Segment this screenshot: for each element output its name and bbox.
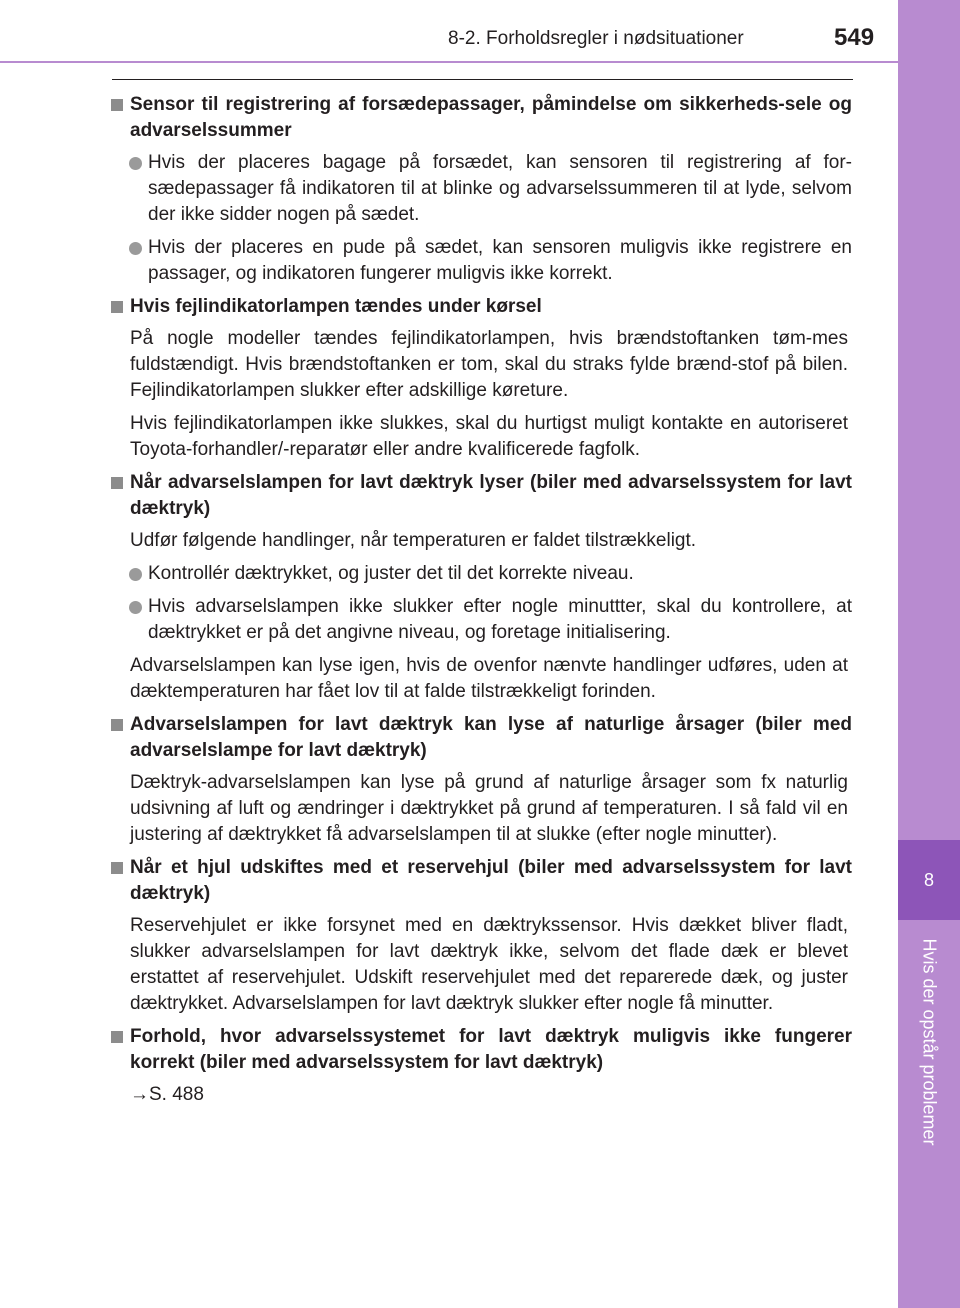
- bullet-item: [110, 235, 852, 287]
- square-bullet-icon: [111, 1031, 123, 1043]
- section-heading: [110, 92, 852, 144]
- bullet-text: Hvis der placeres en pude på sædet, kan sensoren muligvis ikke registrere en passager, og indikatoren fungerer muligvis ikke korrekt.: [148, 237, 852, 284]
- chapter-number: 8: [923, 869, 934, 890]
- section-heading: [110, 470, 852, 522]
- section-heading: [110, 855, 852, 907]
- page-reference-link[interactable]: →S. 488: [130, 1084, 204, 1105]
- section-heading-text: Når advarselslampen for lavt dæktryk lyser (biler med advarselssystem for lavt dæktryk): [130, 472, 852, 519]
- page-number: 549: [834, 24, 875, 51]
- header-section-title: 8-2. Forholdsregler i nødsituationer: [448, 28, 744, 49]
- section-heading-text: Forhold, hvor advarselssystemet for lavt dæktryk muligvis ikke fungerer korrekt (biler med advarselssystem for lavt dæktryk): [130, 1026, 852, 1073]
- bullet-text: Hvis der placeres bagage på forsædet, kan sensoren til registrering af for-sædepassager få indikatoren til at blinke og advarselssummeren til at lyde, selvom der ikke sidder nogen på sædet.: [148, 152, 852, 225]
- section-heading: [110, 294, 852, 320]
- square-bullet-icon: [111, 477, 123, 489]
- paragraph: Dæktryk-advarselslampen kan lyse på grund af naturlige årsager som fx naturlig udsivning af luft og ændringer i dæktrykket på grund af temperaturen. I så fald vil en justering af dæktrykket få advarselslampen til at slukke (efter nogle minutter).: [130, 772, 848, 845]
- circle-bullet-icon: [129, 242, 142, 255]
- bullet-text: Kontrollér dæktrykket, og juster det til det korrekte niveau.: [148, 563, 634, 584]
- paragraph: På nogle modeller tændes fejlindikatorlampen, hvis brændstoftanken tøm-mes fuldstændigt. Hvis brændstoftanken er tom, skal du straks fylde brænd-stof på bilen. Fejlindikatorlampen slukker efter adskillige køreture.: [130, 328, 848, 401]
- section-heading-text: Sensor til registrering af forsædepassager, påmindelse om sikkerheds-sele og advarselssummer: [130, 94, 852, 141]
- paragraph: Hvis fejlindikatorlampen ikke slukkes, skal du hurtigst muligt kontakte en autoriseret Toyota-forhandler/-reparatør eller andre kvalificerede fagfolk.: [130, 413, 848, 460]
- square-bullet-icon: [111, 719, 123, 731]
- section-heading: [110, 712, 852, 764]
- square-bullet-icon: [111, 301, 123, 313]
- chapter-title-vertical: Hvis der opstår problemer: [919, 938, 940, 1146]
- paragraph: Reservehjulet er ikke forsynet med en dæktrykssensor. Hvis dækket bliver fladt, slukker advarselslampen for lavt dæktryk ikke, selvom det flade dæk er blevet erstattet af reservehjulet. Udskift reservehjulet med det reparerede dæk, og juster dæktrykket. Advarselslampen for lavt dæktryk slukker efter nogle få minutter.: [130, 915, 848, 1014]
- circle-bullet-icon: [129, 601, 142, 614]
- section-heading-text: Når et hjul udskiftes med et reservehjul (biler med advarselssystem for lavt dæktryk): [130, 857, 852, 904]
- content-top-rule: [112, 79, 853, 80]
- bullet-item: [110, 561, 852, 587]
- bullet-item: [110, 594, 852, 646]
- chapter-number-box: [898, 840, 960, 920]
- paragraph: Advarselslampen kan lyse igen, hvis de ovenfor nænvte handlinger udføres, uden at dæktemperaturen har fået lov til at falde tilstrækkeligt forinden.: [130, 655, 848, 702]
- circle-bullet-icon: [129, 157, 142, 170]
- paragraph: Udfør følgende handlinger, når temperaturen er faldet tilstrækkeligt.: [130, 530, 697, 551]
- section-heading-text: Advarselslampen for lavt dæktryk kan lyse af naturlige årsager (biler med advarselslampe for lavt dæktryk): [130, 714, 852, 761]
- square-bullet-icon: [111, 862, 123, 874]
- square-bullet-icon: [111, 99, 123, 111]
- bullet-text: Hvis advarselslampen ikke slukker efter nogle minuttter, skal du kontrollere, at dæktrykket er på det angivne niveau, og foretage initialisering.: [148, 596, 852, 643]
- circle-bullet-icon: [129, 568, 142, 581]
- section-heading-text: Hvis fejlindikatorlampen tændes under kørsel: [130, 296, 542, 317]
- page-content: [110, 92, 852, 1115]
- section-heading: [110, 1024, 852, 1076]
- header-rule: [0, 61, 898, 63]
- bullet-item: [110, 150, 852, 228]
